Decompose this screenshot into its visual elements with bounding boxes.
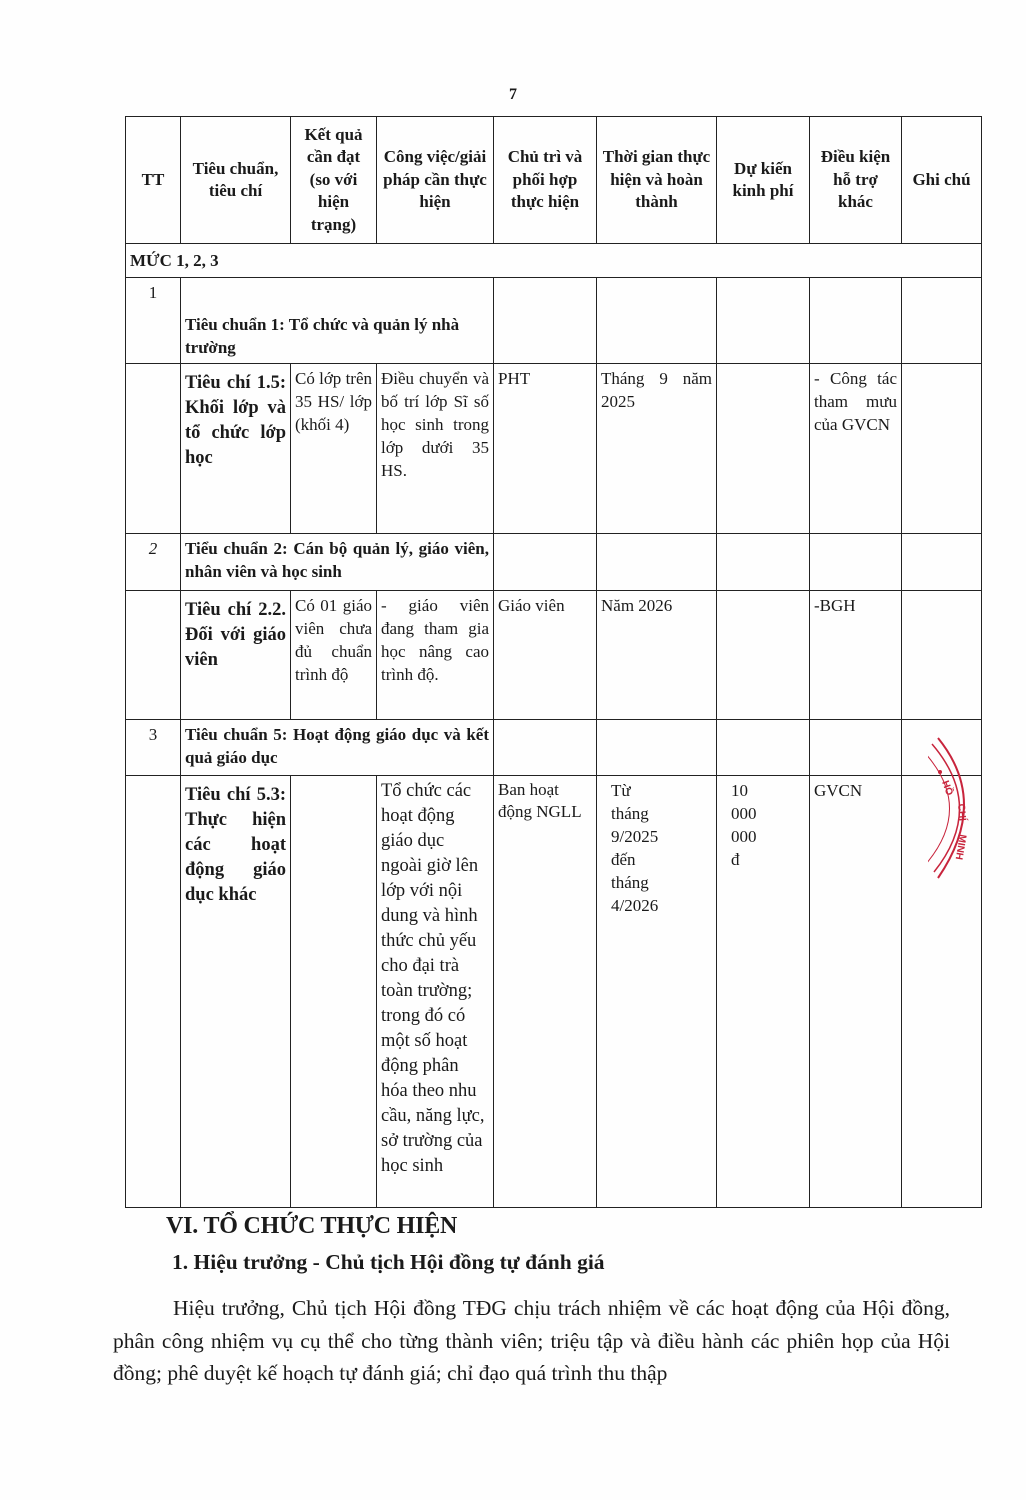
criterion-lead: Ban hoạt động NGLL bbox=[494, 776, 597, 1208]
criterion-solution: - giáo viên đang tham gia học nâng cao trình độ. bbox=[377, 591, 494, 720]
standard-tt: 3 bbox=[126, 720, 181, 776]
standard-row bbox=[126, 278, 982, 364]
criterion-budget: 10 000 000 đ bbox=[717, 776, 810, 1208]
criterion-budget bbox=[717, 364, 810, 534]
table-header-row bbox=[126, 117, 982, 244]
criterion-lead: Giáo viên bbox=[494, 591, 597, 720]
criterion-result: Có 01 giáo viên chưa đủ chuẩn trình độ bbox=[291, 591, 377, 720]
svg-text:HỒ: HỒ bbox=[939, 779, 955, 798]
standard-tt: 2 bbox=[126, 534, 181, 591]
header-standard: Tiêu chuẩn, tiêu chí bbox=[181, 117, 291, 244]
header-time: Thời gian thực hiện và hoàn thành bbox=[597, 117, 717, 244]
header-support: Điều kiện hỗ trợ khác bbox=[810, 117, 902, 244]
paragraph-text: Hiệu trưởng, Chủ tịch Hội đồng TĐG chịu trách nhiệm về các hoạt động của Hội đồng, phân công nhiệm vụ cụ thể cho từng thành viên; triệu tập và điều hành các phiên họp của Hội đồng; phê duyệt kế hoạch tự đánh giá; chỉ đạo quá trình thu thập bbox=[113, 1296, 950, 1385]
header-solution: Công việc/giải pháp cần thực hiện bbox=[377, 117, 494, 244]
standard-row bbox=[126, 534, 982, 591]
criterion-lead: PHT bbox=[494, 364, 597, 534]
criterion-support: -BGH bbox=[810, 591, 902, 720]
standard-row bbox=[126, 720, 982, 776]
criterion-support: GVCN bbox=[810, 776, 902, 1208]
section-subtitle: 1. Hiệu trưởng - Chủ tịch Hội đồng tự đánh giá bbox=[172, 1250, 605, 1274]
section-title: VI. TỔ CHỨC THỰC HIỆN bbox=[166, 1213, 458, 1239]
header-lead: Chủ trì và phối hợp thực hiện bbox=[494, 117, 597, 244]
header-tt: TT bbox=[126, 117, 181, 244]
level-label: MỨC 1, 2, 3 bbox=[126, 244, 982, 278]
section-paragraph bbox=[113, 1292, 950, 1390]
criterion-time: Tháng 9 năm 2025 bbox=[597, 364, 717, 534]
standard-title: Tiểu chuẩn 2: Cán bộ quản lý, giáo viên, nhân viên và học sinh bbox=[181, 534, 494, 591]
level-row bbox=[126, 244, 982, 278]
standard-tt: 1 bbox=[126, 278, 181, 364]
header-note: Ghi chú bbox=[902, 117, 982, 244]
criterion-row bbox=[126, 364, 982, 534]
svg-text:CHÍ: CHÍ bbox=[955, 803, 968, 822]
criterion-support: - Công tác tham mưu của GVCN bbox=[810, 364, 902, 534]
criterion-row bbox=[126, 591, 982, 720]
svg-text:MINH: MINH bbox=[952, 833, 968, 861]
page-number: 7 bbox=[509, 86, 517, 103]
criterion-solution: Điều chuyển và bố trí lớp Sĩ số học sinh trong lớp dưới 35 HS. bbox=[377, 364, 494, 534]
criterion-row bbox=[126, 776, 982, 1208]
criterion-note bbox=[902, 591, 982, 720]
criterion-result: Có lớp trên 35 HS/ lớp (khối 4) bbox=[291, 364, 377, 534]
criterion-name: Tiêu chí 2.2. Đối với giáo viên bbox=[181, 591, 291, 720]
criterion-time: Năm 2026 bbox=[597, 591, 717, 720]
criterion-budget bbox=[717, 591, 810, 720]
criterion-solution: Tổ chức các hoạt động giáo dục ngoài giờ lên lớp với nội dung và hình thức chủ yếu cho đại trà toàn trường; trong đó có một số hoạt động phân hóa theo nhu cầu, năng lực, sở trường của học sinh bbox=[377, 776, 494, 1208]
header-result: Kết quả cần đạt (so với hiện trạng) bbox=[291, 117, 377, 244]
criterion-note bbox=[902, 364, 982, 534]
criterion-result bbox=[291, 776, 377, 1208]
standard-title: Tiêu chuẩn 5: Hoạt động giáo dục và kết quả giáo dục bbox=[181, 720, 494, 776]
red-seal-stamp bbox=[928, 732, 998, 882]
criterion-name: Tiêu chí 1.5: Khối lớp và tổ chức lớp học bbox=[181, 364, 291, 534]
improvement-plan-table bbox=[125, 116, 982, 1208]
criterion-time: Từ tháng 9/2025 đến tháng 4/2026 bbox=[597, 776, 717, 1208]
standard-title: Tiêu chuẩn 1: Tổ chức và quản lý nhà trường bbox=[181, 278, 494, 364]
header-budget: Dự kiến kinh phí bbox=[717, 117, 810, 244]
criterion-name: Tiêu chí 5.3: Thực hiện các hoạt động giáo dục khác bbox=[181, 776, 291, 1208]
